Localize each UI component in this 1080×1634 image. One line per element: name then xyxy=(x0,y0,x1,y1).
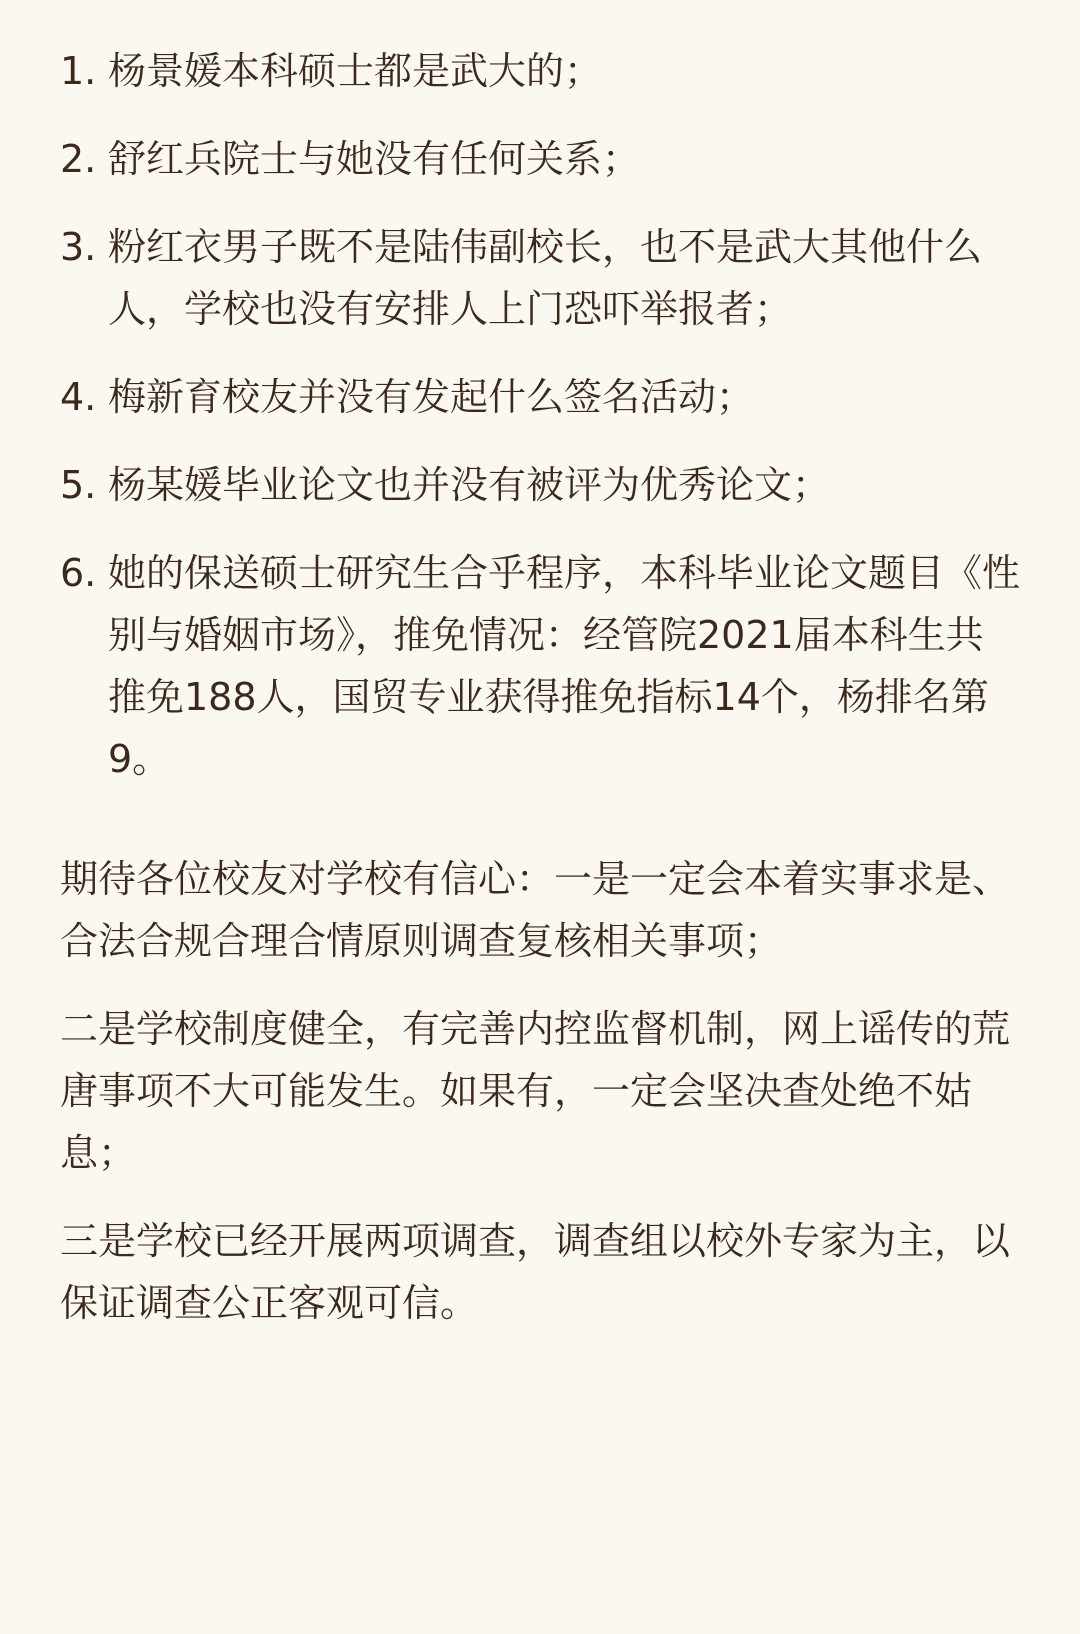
list-item xyxy=(60,128,1020,190)
statement-list xyxy=(60,40,1020,790)
list-item xyxy=(60,216,1020,340)
item-text: 粉红衣男子既不是陆伟副校长，也不是武大其他什么人，学校也没有安排人上门恐吓举报者； xyxy=(108,225,983,331)
closing-paragraph: 二是学校制度健全，有完善内控监督机制，网上谣传的荒唐事项不大可能发生。如果有，一定会坚决查处绝不姑息； xyxy=(60,1007,1011,1175)
item-number: 6. xyxy=(60,551,97,595)
item-number: 3. xyxy=(60,225,97,269)
item-number: 2. xyxy=(60,137,97,181)
list-item xyxy=(60,454,1020,516)
list-item xyxy=(60,40,1020,102)
item-number: 4. xyxy=(60,375,97,419)
item-text: 梅新育校友并没有发起什么签名活动； xyxy=(108,375,755,419)
item-text: 杨某媛毕业论文也并没有被评为优秀论文； xyxy=(108,463,831,507)
item-text: 舒红兵院士与她没有任何关系； xyxy=(108,137,641,181)
list-item xyxy=(60,366,1020,428)
closing-paragraph: 三是学校已经开展两项调查，调查组以校外专家为主，以保证调查公正客观可信。 xyxy=(60,1219,1011,1325)
item-text: 杨景媛本科硕士都是武大的； xyxy=(108,49,603,93)
item-number: 5. xyxy=(60,463,97,507)
item-number: 1. xyxy=(60,49,97,93)
item-text: 她的保送硕士研究生合乎程序，本科毕业论文题目《性别与婚姻市场》，推免情况：经管院2021届本科生共推免188人，国贸专业获得推免指标14个，杨排名第9。 xyxy=(108,551,1021,781)
list-item xyxy=(60,542,1020,790)
closing-section xyxy=(60,848,1020,1334)
closing-paragraph: 期待各位校友对学校有信心：一是一定会本着实事求是、合法合规合理合情原则调查复核相关事项； xyxy=(60,857,1011,963)
